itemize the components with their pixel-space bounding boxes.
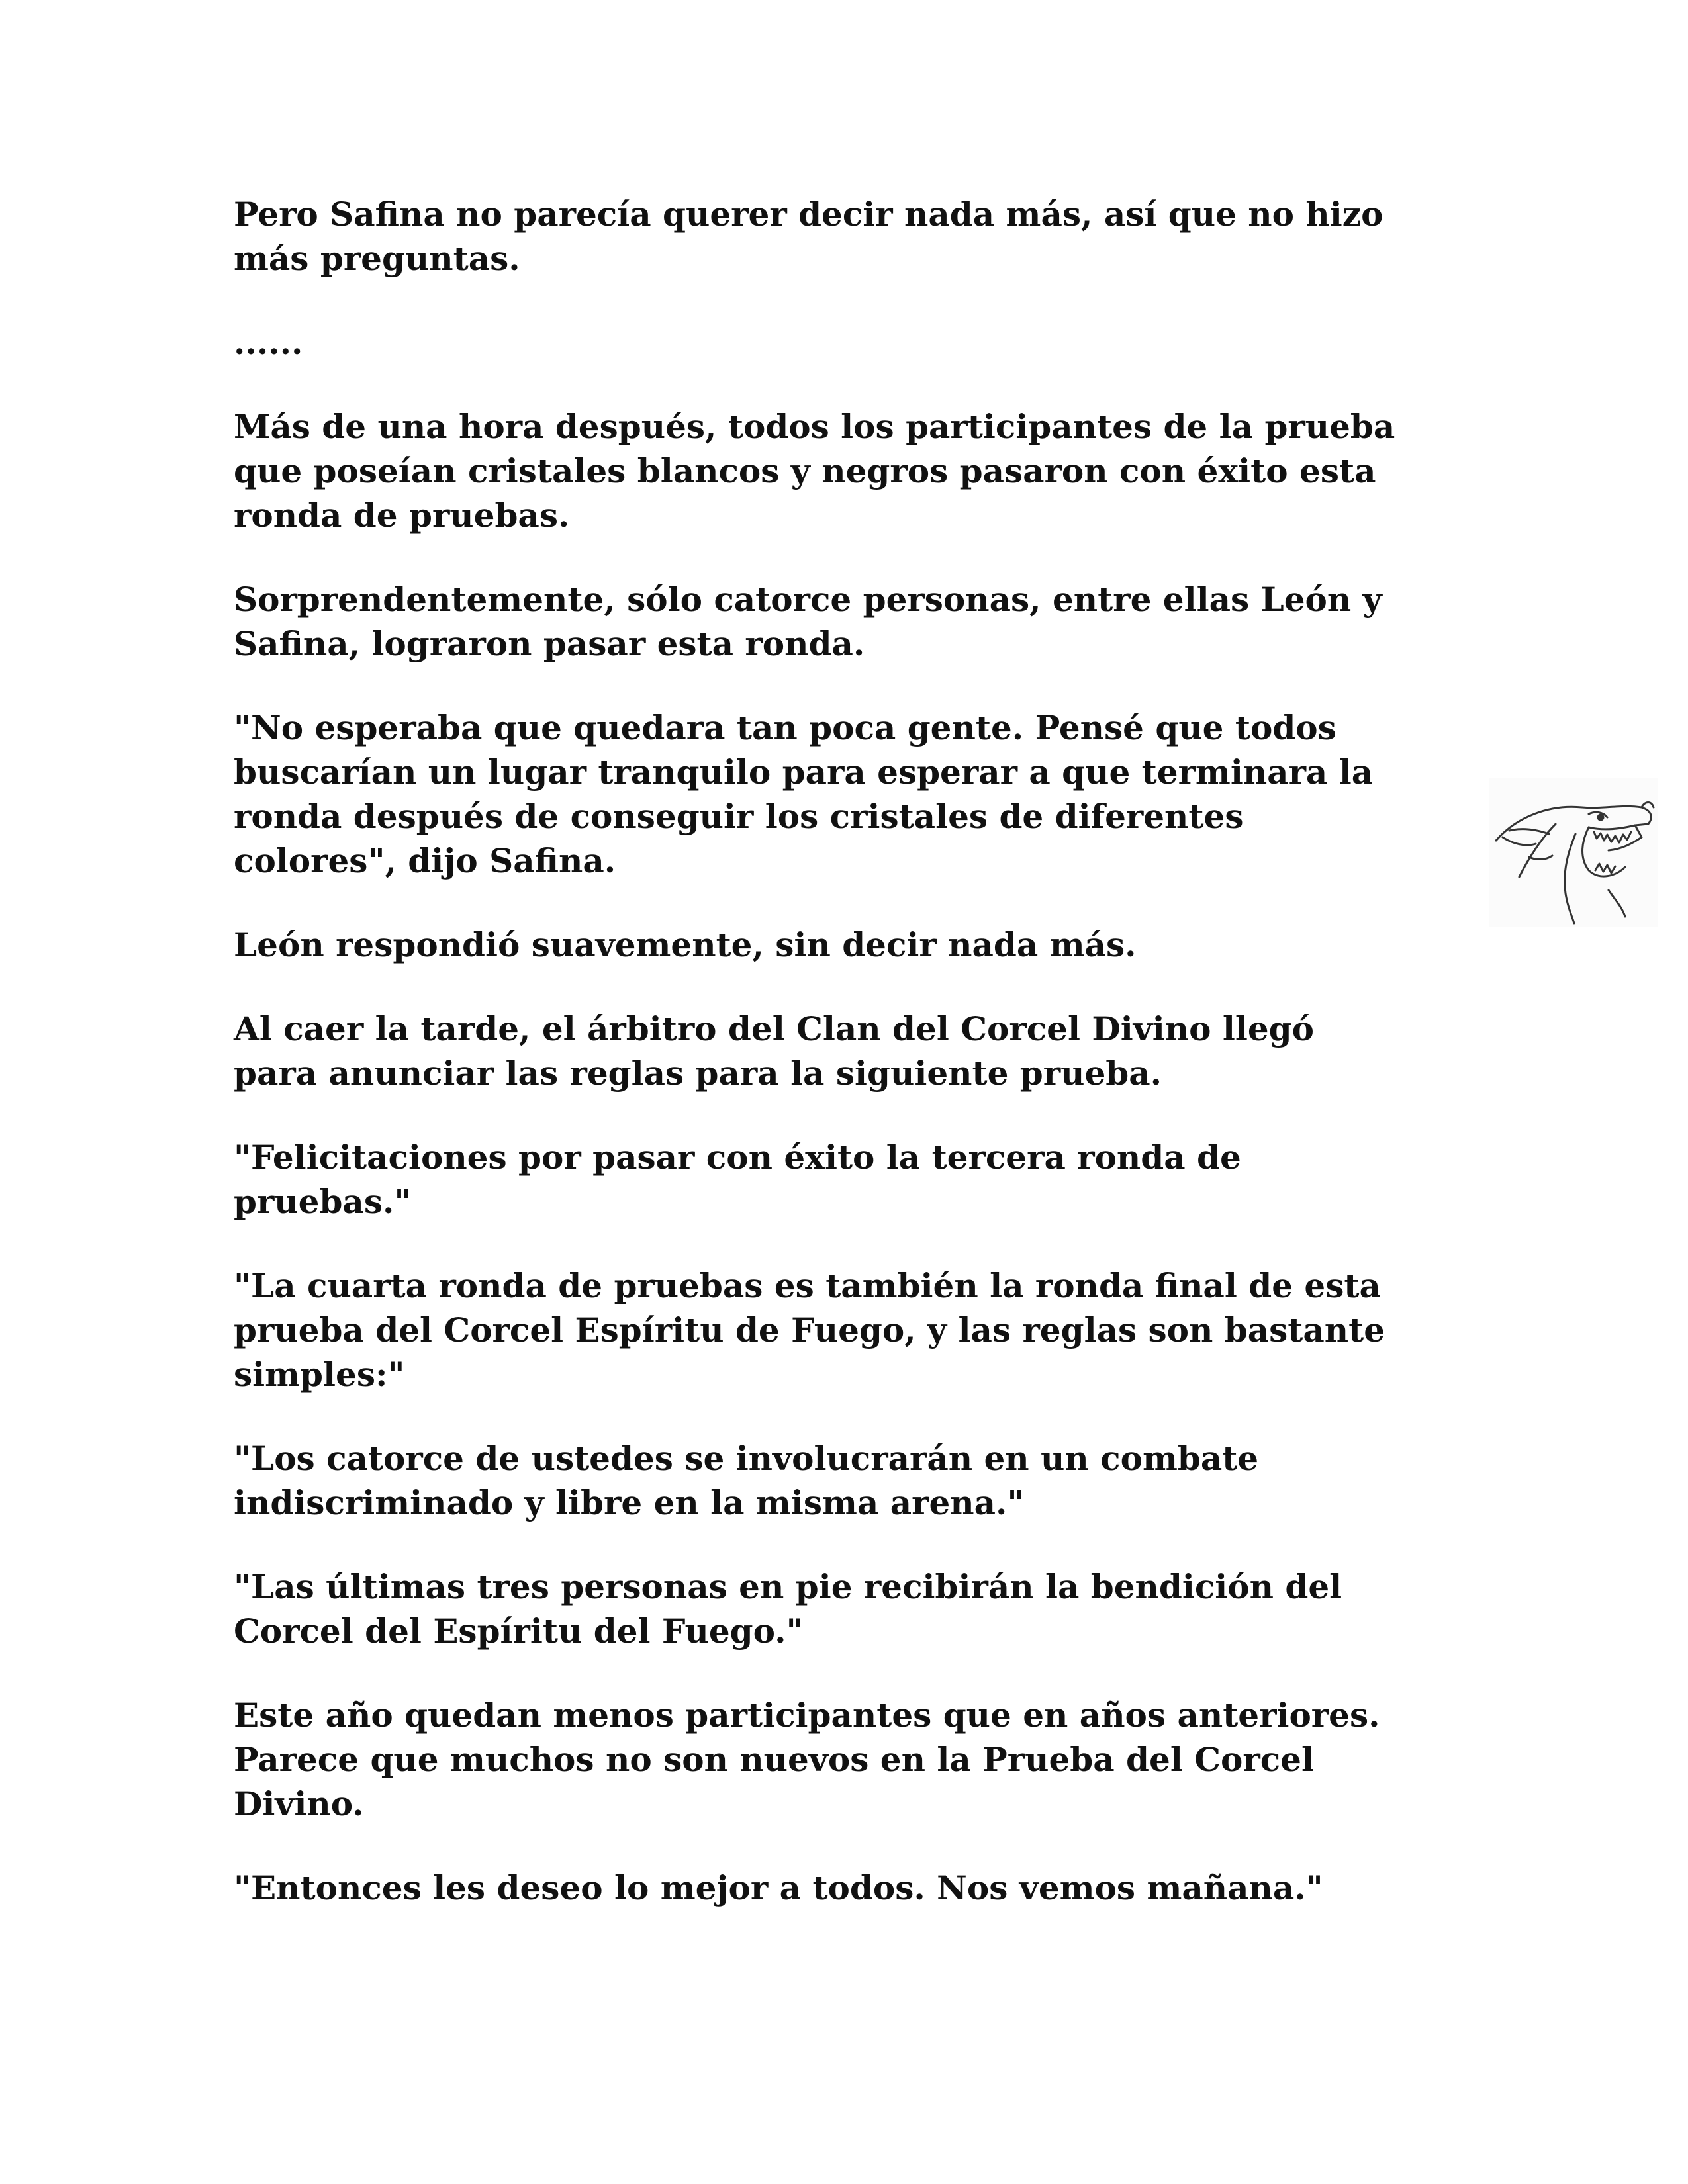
text-line: prueba del Corcel Espíritu de Fuego, y las reglas son bastante	[234, 1310, 1385, 1349]
paragraph-6	[234, 923, 1491, 967]
text-line: colores", dijo Safina.	[234, 841, 616, 880]
text-line: Pero Safina no parecía querer decir nada más, así que no hizo	[234, 195, 1383, 234]
paragraph-1	[234, 192, 1491, 281]
dinosaur-sketch-icon	[1489, 778, 1658, 927]
paragraph-11	[234, 1565, 1491, 1653]
text-line: ronda de pruebas.	[234, 496, 570, 535]
text-line: más preguntas.	[234, 239, 520, 278]
text-line: Divino.	[234, 1784, 364, 1823]
text-line: Corcel del Espíritu del Fuego."	[234, 1612, 804, 1651]
paragraph-3	[234, 404, 1491, 537]
paragraph-4	[234, 577, 1491, 666]
scene-break	[234, 320, 1491, 365]
text-line: Más de una hora después, todos los participantes de la prueba	[234, 407, 1395, 446]
text-line: que poseían cristales blancos y negros pasaron con éxito esta	[234, 451, 1376, 490]
text-line: ......	[234, 323, 303, 362]
text-line: "Entonces les deseo lo mejor a todos. Nos vemos mañana."	[234, 1868, 1323, 1907]
paragraph-10	[234, 1436, 1491, 1525]
text-line: Este año quedan menos participantes que en años anteriores.	[234, 1696, 1380, 1735]
paragraph-5	[234, 705, 1491, 883]
text-line: "La cuarta ronda de pruebas es también la ronda final de esta	[234, 1266, 1381, 1305]
text-line: Al caer la tarde, el árbitro del Clan del Corcel Divino llegó	[234, 1009, 1314, 1048]
paragraph-9	[234, 1263, 1491, 1396]
paragraph-7	[234, 1007, 1491, 1095]
text-line: "Felicitaciones por pasar con éxito la tercera ronda de	[234, 1138, 1241, 1177]
paragraph-12	[234, 1693, 1491, 1826]
text-line: buscarían un lugar tranquilo para esperar a que terminara la	[234, 752, 1374, 792]
paragraph-8	[234, 1135, 1491, 1224]
text-line: "Las últimas tres personas en pie recibirán la bendición del	[234, 1567, 1342, 1606]
text-line: Parece que muchos no son nuevos en la Prueba del Corcel	[234, 1740, 1314, 1779]
text-line: indiscriminado y libre en la misma arena."	[234, 1483, 1025, 1522]
text-line: Sorprendentemente, sólo catorce personas, entre ellas León y	[234, 580, 1382, 619]
story-text	[234, 192, 1491, 1950]
text-line: para anunciar las reglas para la siguiente prueba.	[234, 1054, 1162, 1093]
text-line: simples:"	[234, 1355, 405, 1394]
text-line: León respondió suavemente, sin decir nada más.	[234, 925, 1137, 964]
paragraph-13	[234, 1866, 1491, 1910]
text-line: pruebas."	[234, 1182, 412, 1221]
text-line: "No esperaba que quedara tan poca gente. Pensé que todos	[234, 708, 1336, 747]
text-line: ronda después de conseguir los cristales de diferentes	[234, 797, 1244, 836]
text-line: "Los catorce de ustedes se involucrarán en un combate	[234, 1439, 1259, 1478]
text-line: Safina, lograron pasar esta ronda.	[234, 624, 865, 663]
